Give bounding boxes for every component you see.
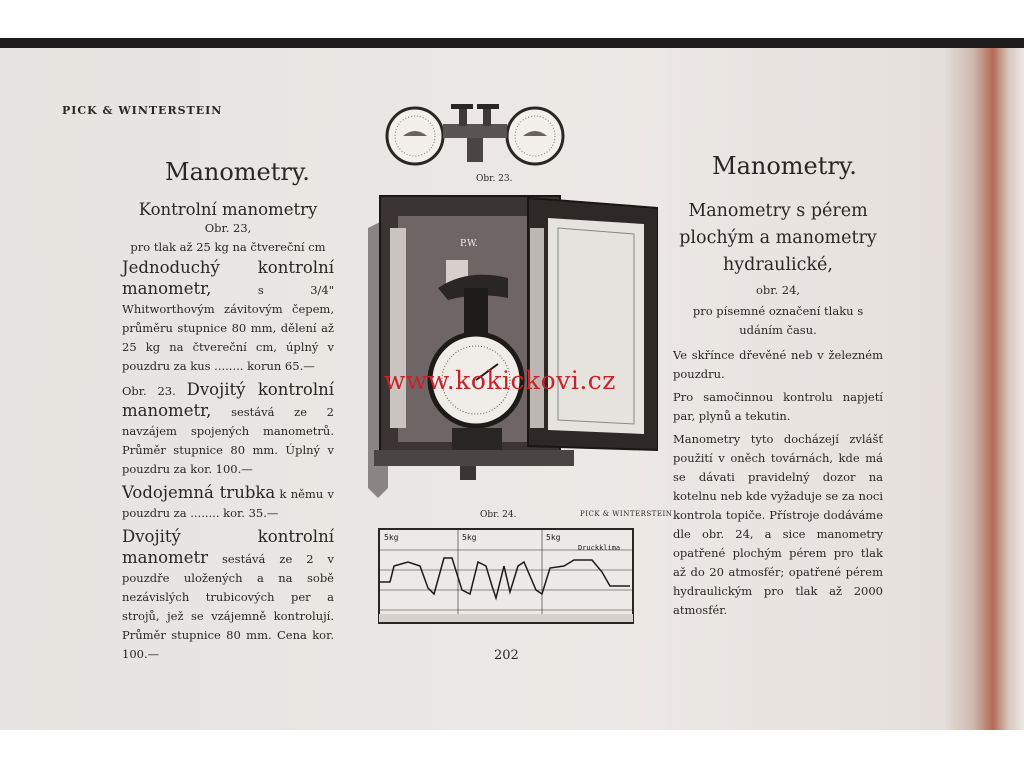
fig24-cabinet-manometer-illustration — [368, 188, 658, 508]
strip-label-3: 5kg — [546, 533, 561, 542]
p4-lead: Dvojitý kontrolní manometr — [122, 527, 334, 567]
fig24-caption: Obr. 24. — [480, 510, 517, 520]
top-margin — [0, 0, 1024, 38]
right-paragraph-2: Pro samočinnou kontrolu napjetí par, plynů a tekutin. — [673, 390, 883, 423]
left-obr-line: pro tlak až 25 kg na čtvereční cm — [130, 240, 326, 254]
right-obr: obr. 24, — [755, 283, 801, 297]
p2-prefix: Obr. 23. — [122, 384, 176, 398]
left-obr: Obr. 23, — [204, 221, 252, 235]
watermark: www.kokickovi.cz — [384, 366, 616, 395]
p1-lead: Jednoduchý kontrolní manometr, — [122, 258, 334, 298]
p2-lead: Dvojitý kontrolní manometr, — [122, 380, 335, 420]
right-title: Manometry. — [712, 152, 857, 180]
left-title: Manometry. — [165, 158, 310, 186]
p3-lead: Vodojemná trubka — [122, 483, 276, 502]
bottom-margin — [0, 730, 1024, 768]
p3-body: k němu v pouzdru za ........ kor. 35.— — [122, 487, 334, 520]
right-subtitle-2: plochým a manometry — [679, 228, 877, 248]
strip-label-4: Druckklima — [578, 544, 621, 552]
strip-label-2: 5kg — [462, 533, 477, 542]
left-paragraph-2 — [122, 380, 334, 479]
pressure-recording-strip — [378, 528, 634, 624]
right-paragraph-1: Ve skřínce dřevěné neb v železném pouzdru. — [673, 348, 883, 381]
cabinet-label: P.W. — [460, 239, 478, 249]
page-number: 202 — [494, 648, 519, 663]
strip-label-1: 5kg — [384, 533, 399, 542]
book-edge — [0, 38, 1024, 48]
right-column — [673, 198, 883, 620]
left-subtitle: Kontrolní manometry — [138, 200, 318, 219]
left-paragraph-4 — [122, 527, 334, 664]
right-subtitle-1: Manometry s pérem — [688, 201, 868, 221]
p4-body: sestává ze 2 v pouzdře uložených a na sobě nezávislých trubicových per a strojů, jež se vzájemně kontrolují. Průměr stupnice 80 mm. Cena kor. 100.— — [122, 552, 335, 661]
right-subtitle-3: hydraulické, — [723, 255, 833, 275]
fig23-double-manometer-illustration — [385, 96, 565, 176]
p1-body: s 3/4" Whitworthovým závitovým čepem, průměru stupnice 80 mm, dělení až 25 kg na čtvereční cm, úplný v pouzdru za kus ........ korun 65.— — [122, 283, 335, 373]
fig23-caption: Obr. 23. — [476, 174, 513, 184]
left-column — [122, 200, 334, 664]
fig24-maker: PICK & WINTERSTEIN — [580, 510, 673, 518]
page-header: PICK & WINTERSTEIN — [62, 104, 223, 117]
right-obr-line: pro písemné označení tlaku s udáním času. — [692, 304, 864, 337]
left-paragraph-1 — [122, 258, 334, 376]
right-paragraph-3: Manometry tyto docházejí zvlášť použití v oněch továrnách, kde má se dávati pravidelný dozor na kotelnu neb kde vyžaduje se za noci kontrola topiče. Přístroje dodáváme dle obr. 24, a sice manometry opatřené plochým pérem pro tlak až do 20 atmosfér; opatřené pérem hydraulickým pro tlak až 2000 atmosfér. — [673, 432, 883, 617]
p2-body: sestává ze 2 navzájem spojených manometrů. Průměr stupnice 80 mm. Úplný v pouzdru za kor. 100.— — [122, 405, 334, 476]
left-paragraph-3 — [122, 483, 334, 523]
